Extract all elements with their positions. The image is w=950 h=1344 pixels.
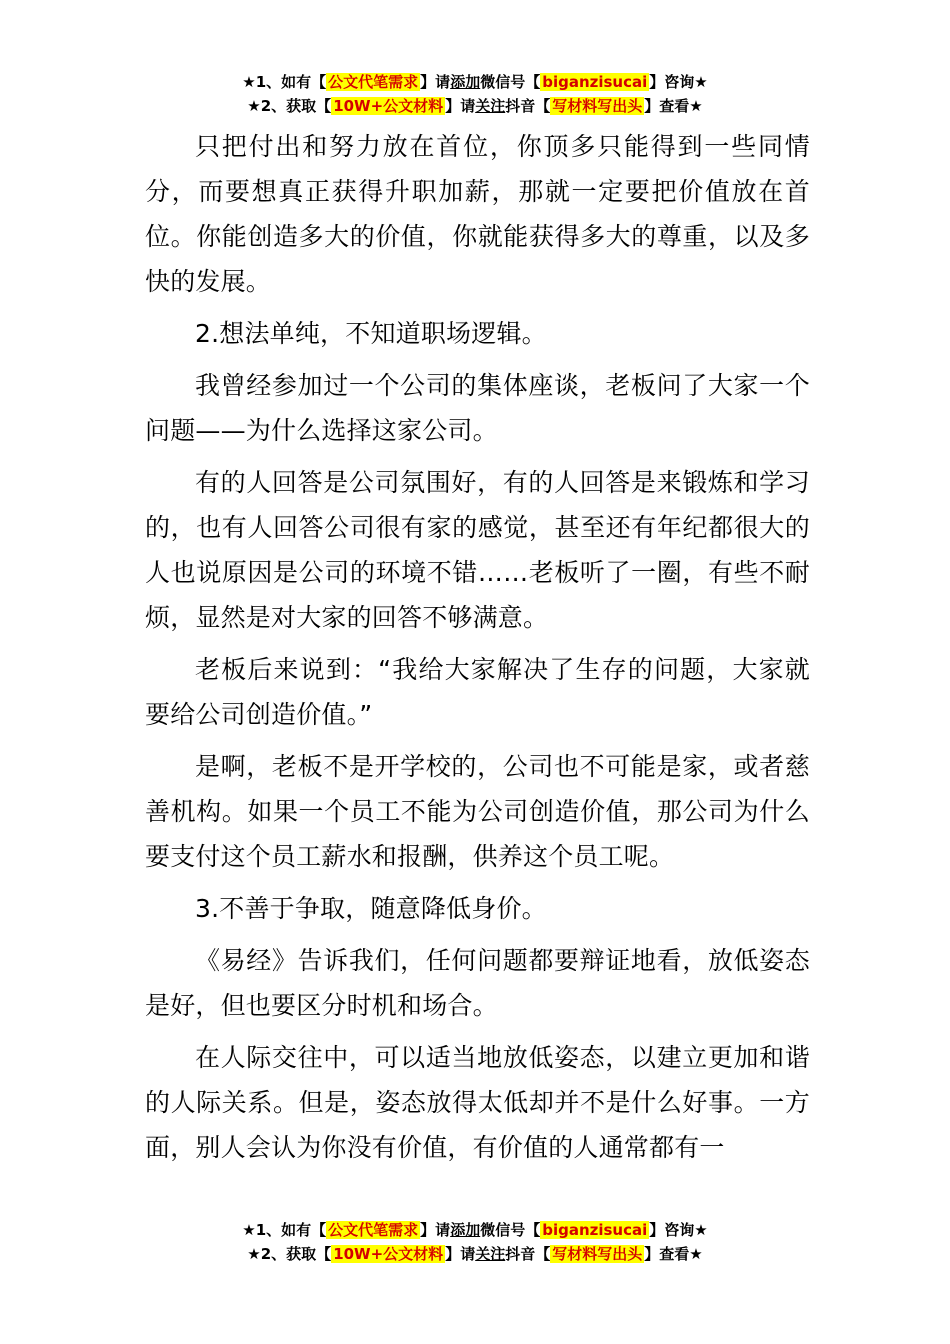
banner-text: 微信号【 xyxy=(480,1221,541,1239)
banner-highlight: 写材料写出头 xyxy=(552,1245,643,1263)
section-heading: 2.想法单纯，不知道职场逻辑。 xyxy=(195,319,547,348)
banner-text: 】查看★ xyxy=(644,1245,703,1263)
banner-text: 微信号【 xyxy=(480,73,541,91)
banner-text: 】请 xyxy=(420,1221,451,1239)
banner-text: 】请 xyxy=(445,1245,476,1263)
banner-underlined: 关注 xyxy=(475,97,506,115)
banner-line-2 xyxy=(0,94,950,118)
banner-highlight: 写材料写出头 xyxy=(552,97,643,115)
document-body xyxy=(145,124,810,1177)
banner-text: 抖音【 xyxy=(505,97,551,115)
banner-underlined: 添加 xyxy=(450,1221,481,1239)
banner-text: 】请 xyxy=(445,97,476,115)
banner-text: ★2、获取【 xyxy=(247,97,332,115)
banner-highlight: 10W+公文材料 xyxy=(333,97,444,115)
banner-highlight: biganzisucai xyxy=(542,73,648,91)
banner-text: 抖音【 xyxy=(505,1245,551,1263)
paragraph: 我曾经参加过一个公司的集体座谈，老板问了大家一个问题——为什么选择这家公司。 xyxy=(145,371,810,445)
banner-text: ★2、获取【 xyxy=(247,1245,332,1263)
paragraph: 有的人回答是公司氛围好，有的人回答是来锻炼和学习的，也有人回答公司很有家的感觉，甚至还有年纪都很大的人也说原因是公司的环境不错……老板听了一圈，有些不耐烦，显然是对大家的回答不够满意。 xyxy=(145,468,810,632)
banner-underlined: 添加 xyxy=(450,73,481,91)
banner-highlight: 公文代笔需求 xyxy=(328,1221,419,1239)
banner-text: 】查看★ xyxy=(644,97,703,115)
banner-text: 】咨询★ xyxy=(649,73,708,91)
banner-text: ★1、如有【 xyxy=(242,73,327,91)
paragraph: 老板后来说到：“我给大家解决了生存的问题，大家就要给公司创造价值。” xyxy=(145,655,810,729)
header-banner xyxy=(0,70,950,118)
paragraph: 在人际交往中，可以适当地放低姿态，以建立更加和谐的人际关系。但是，姿态放得太低却并不是什么好事。一方面，别人会认为你没有价值，有价值的人通常都有一 xyxy=(145,1043,810,1162)
banner-highlight: 10W+公文材料 xyxy=(333,1245,444,1263)
banner-underlined: 关注 xyxy=(475,1245,506,1263)
banner-highlight: 公文代笔需求 xyxy=(328,73,419,91)
banner-text: 】咨询★ xyxy=(649,1221,708,1239)
banner-text: ★1、如有【 xyxy=(242,1221,327,1239)
paragraph: 《易经》告诉我们，任何问题都要辩证地看，放低姿态是好，但也要区分时机和场合。 xyxy=(145,946,810,1020)
banner-line-1 xyxy=(0,1218,950,1242)
section-heading: 3.不善于争取，随意降低身价。 xyxy=(195,894,547,923)
banner-text: 】请 xyxy=(420,73,451,91)
banner-line-2 xyxy=(0,1242,950,1266)
banner-line-1 xyxy=(0,70,950,94)
paragraph: 是啊，老板不是开学校的，公司也不可能是家，或者慈善机构。如果一个员工不能为公司创造价值，那公司为什么要支付这个员工薪水和报酬，供养这个员工呢。 xyxy=(145,752,810,871)
footer-banner xyxy=(0,1218,950,1266)
paragraph: 只把付出和努力放在首位，你顶多只能得到一些同情分，而要想真正获得升职加薪，那就一定要把价值放在首位。你能创造多大的价值，你就能获得多大的尊重，以及多快的发展。 xyxy=(145,132,810,296)
banner-highlight: biganzisucai xyxy=(542,1221,648,1239)
